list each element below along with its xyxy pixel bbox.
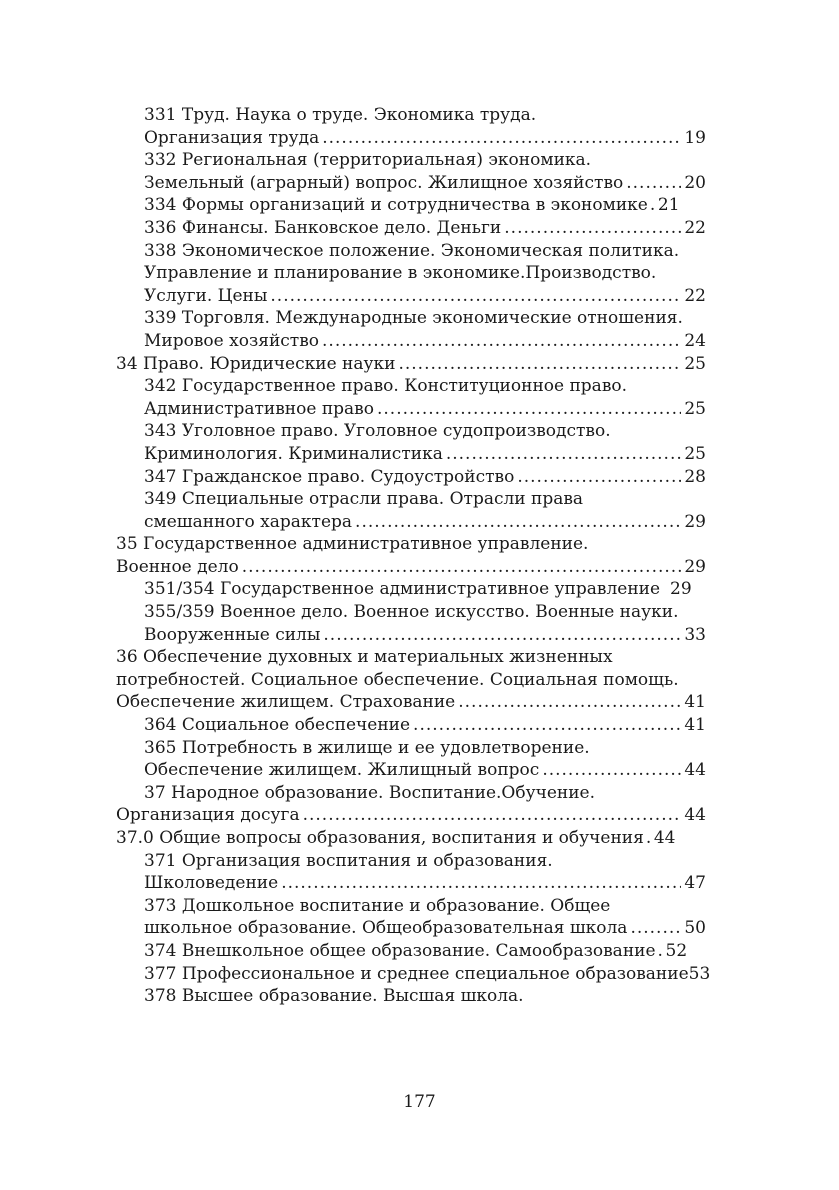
toc-line xyxy=(116,646,706,669)
toc-line xyxy=(116,375,706,398)
toc-line xyxy=(116,827,706,850)
toc-page-number: 44 xyxy=(684,805,706,826)
leader-dots xyxy=(646,827,652,850)
toc-line xyxy=(116,917,706,940)
leader-dots xyxy=(446,443,682,466)
leader-dots xyxy=(658,940,664,963)
toc-entry-text: 365 Потребность в жилище и ее удовлетворение. xyxy=(144,737,590,758)
leader-dots xyxy=(377,398,681,421)
leader-dots xyxy=(323,624,681,647)
toc-line xyxy=(116,850,706,873)
toc-entry-text: 37 Народное образование. Воспитание.Обучение. xyxy=(144,782,596,803)
toc-line xyxy=(116,533,706,556)
toc-entry-text: 338 Экономическое положение. Экономическая политика. xyxy=(144,240,680,261)
leader-dots xyxy=(542,759,681,782)
leader-dots xyxy=(281,872,681,895)
leader-dots xyxy=(626,172,681,195)
toc-page-number: 24 xyxy=(684,330,706,351)
leader-dots xyxy=(322,127,681,150)
toc-line xyxy=(116,127,706,150)
toc-line xyxy=(116,940,706,963)
toc-page-number: 41 xyxy=(684,715,706,736)
toc-line xyxy=(116,172,706,195)
toc-line xyxy=(116,624,706,647)
toc-entry-text: 378 Высшее образование. Высшая школа. xyxy=(144,986,524,1007)
page-number: 177 xyxy=(403,1092,436,1112)
toc-line xyxy=(116,556,706,579)
toc-entry-text: Обеспечение жилищем. Жилищный вопрос xyxy=(144,760,540,781)
toc-entry-text: Вооруженные силы xyxy=(144,624,321,645)
toc-line xyxy=(116,398,706,421)
toc-entry-text: 37.0 Общие вопросы образования, воспитания и обучения xyxy=(116,828,644,848)
toc-entry-text: 35 Государственное административное управление. xyxy=(116,534,589,555)
leader-dots xyxy=(630,917,681,940)
toc-page-number: 28 xyxy=(684,466,706,487)
toc-line xyxy=(116,601,706,624)
toc-line xyxy=(116,104,706,127)
toc-page-number: 29 xyxy=(670,579,692,600)
toc-entry-text: Криминология. Криминалистика xyxy=(144,443,443,464)
toc-entry-text: 364 Социальное обеспечение xyxy=(144,715,411,736)
toc-line xyxy=(116,872,706,895)
toc-page-number: 22 xyxy=(684,285,706,306)
toc-page-number: 50 xyxy=(684,918,706,939)
toc-line xyxy=(116,217,706,240)
toc-line xyxy=(116,963,711,986)
toc-entry-text: 339 Торговля. Международные экономические отношения. xyxy=(144,308,683,329)
toc-entry-text: 371 Организация воспитания и образования. xyxy=(144,850,553,871)
toc-entry-text: 355/359 Военное дело. Военное искусство. Военные науки. xyxy=(144,602,679,623)
toc-line xyxy=(116,691,706,714)
toc-line xyxy=(116,307,706,330)
toc-line xyxy=(116,895,706,918)
toc-line xyxy=(116,804,706,827)
leader-dots xyxy=(270,285,681,308)
toc-line xyxy=(116,285,706,308)
toc-line xyxy=(116,240,706,263)
toc-entry-text: Административное право xyxy=(144,398,374,419)
toc-entry-text: 332 Региональная (территориальная) экономика. xyxy=(144,150,592,171)
toc-entry-text: 331 Труд. Наука о труде. Экономика труда. xyxy=(144,105,537,125)
toc-entry-text: 347 Гражданское право. Судоустройство xyxy=(144,466,515,487)
toc-page-number: 47 xyxy=(684,873,706,894)
toc-line xyxy=(116,714,706,737)
toc-page-number: 44 xyxy=(653,828,676,848)
toc-page-number: 41 xyxy=(684,692,706,713)
toc-page-number: 33 xyxy=(684,624,706,645)
toc-page-number: 25 xyxy=(684,443,706,464)
toc-line xyxy=(116,985,706,1008)
toc-entry-text: Услуги. Цены xyxy=(144,285,268,306)
toc-entry-text: Земельный (аграрный) вопрос. Жилищное хозяйство xyxy=(144,172,624,193)
toc-page-number: 21 xyxy=(657,195,680,216)
toc-page-number: 29 xyxy=(684,556,706,577)
toc-line xyxy=(116,262,706,285)
toc-entry-text: 343 Уголовное право. Уголовное судопроизводство. xyxy=(144,421,611,442)
toc-line xyxy=(116,578,706,601)
leader-dots xyxy=(504,217,681,240)
toc-entry-text: 349 Специальные отрасли права. Отрасли права xyxy=(144,489,584,510)
toc-entry-text: Организация досуга xyxy=(116,805,300,826)
toc-entry-text: Школоведение xyxy=(144,873,279,894)
table-of-contents xyxy=(116,104,711,1008)
toc-entry-text: 336 Финансы. Банковское дело. Деньги xyxy=(144,217,502,238)
toc-line xyxy=(116,782,706,805)
toc-entry-text: Обеспечение жилищем. Страхование xyxy=(116,692,456,713)
toc-page-number: 53 xyxy=(688,963,711,984)
toc-line xyxy=(116,466,706,489)
toc-page-number: 25 xyxy=(684,398,706,419)
toc-entry-text: 36 Обеспечение духовных и материальных жизненных xyxy=(116,647,613,668)
toc-line xyxy=(116,669,706,692)
toc-line xyxy=(116,420,706,443)
toc-entry-text: Военное дело xyxy=(116,556,239,577)
toc-page-number: 19 xyxy=(684,127,706,148)
leader-dots xyxy=(650,194,656,217)
toc-entry-text: 351/354 Государственное административное управление xyxy=(144,579,661,600)
toc-line xyxy=(116,737,706,760)
toc-entry-text: 374 Внешкольное общее образование. Самообразование xyxy=(144,940,656,961)
toc-entry-text: Организация труда xyxy=(144,127,320,148)
toc-page-number: 22 xyxy=(684,217,706,238)
toc-line xyxy=(116,511,706,534)
leader-dots xyxy=(355,511,681,534)
toc-line xyxy=(116,330,706,353)
toc-entry-text: 334 Формы организаций и сотрудничества в экономике xyxy=(144,195,648,216)
leader-dots xyxy=(398,353,681,376)
toc-line xyxy=(116,353,706,376)
toc-entry-text: 34 Право. Юридические науки xyxy=(116,353,396,374)
toc-page-number: 52 xyxy=(665,940,688,961)
toc-page-number: 44 xyxy=(684,760,706,781)
toc-page-number: 20 xyxy=(684,172,706,193)
toc-page-number: 25 xyxy=(684,353,706,374)
toc-entry-text: 377 Профессиональное и среднее специальное образование xyxy=(144,963,689,984)
toc-entry-text: смешанного характера xyxy=(144,511,353,532)
leader-dots xyxy=(413,714,681,737)
leader-dots xyxy=(242,556,682,579)
toc-line xyxy=(116,488,706,511)
toc-entry-text: Управление и планирование в экономике.Производство. xyxy=(144,263,657,284)
leader-dots xyxy=(458,691,681,714)
toc-entry-text: потребностей. Социальное обеспечение. Социальная помощь. xyxy=(116,669,679,690)
leader-dots xyxy=(517,466,681,489)
toc-entry-text: 342 Государственное право. Конституционное право. xyxy=(144,376,628,397)
toc-line xyxy=(116,759,706,782)
toc-line xyxy=(116,194,706,217)
toc-entry-text: 373 Дошкольное воспитание и образование. Общее xyxy=(144,895,611,916)
toc-page-number: 29 xyxy=(684,511,706,532)
leader-dots xyxy=(322,330,681,353)
leader-dots xyxy=(303,804,682,827)
toc-line xyxy=(116,443,706,466)
toc-entry-text: Мировое хозяйство xyxy=(144,330,320,351)
toc-line xyxy=(116,149,706,172)
toc-entry-text: школьное образование. Общеобразовательная школа xyxy=(144,918,628,939)
